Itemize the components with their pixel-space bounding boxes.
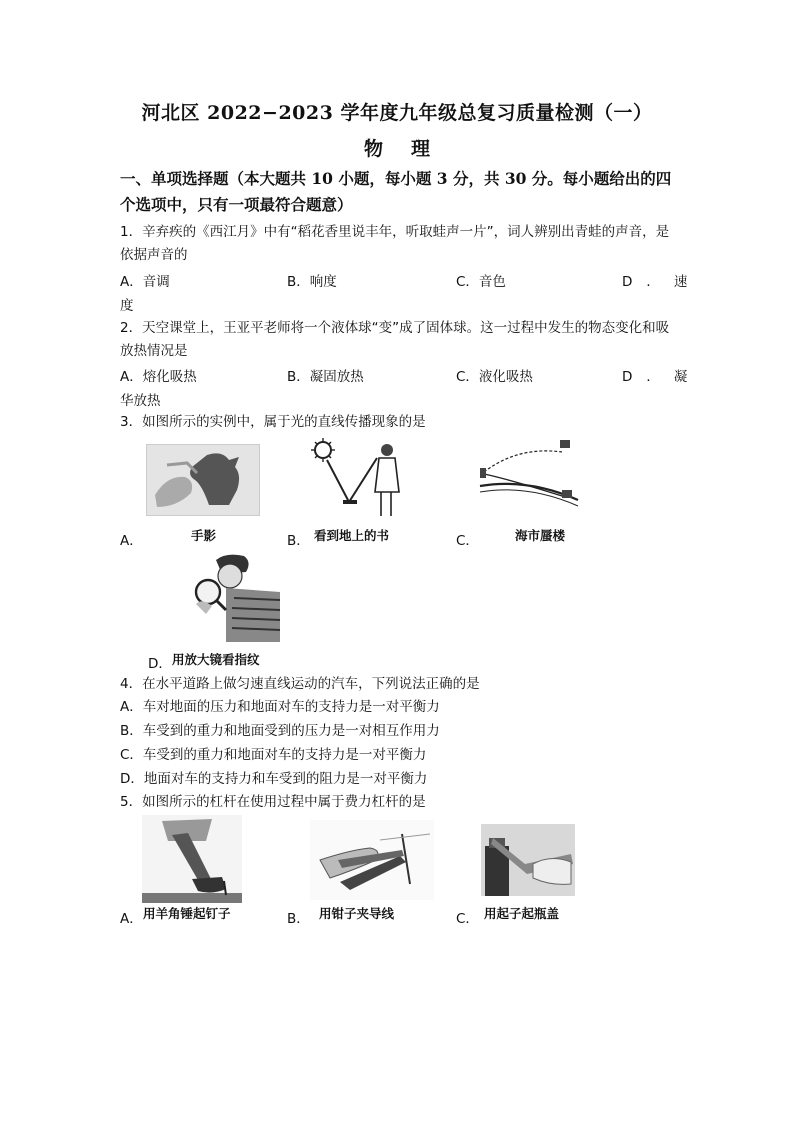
q3-caption-c: 海市蜃楼 — [515, 528, 566, 543]
mirage-diagram — [478, 434, 582, 512]
q2-option-b: B．凝固放热 — [287, 369, 364, 385]
q3-caption-a: 手影 — [191, 528, 217, 543]
q5-option-c: C． — [456, 911, 479, 927]
q5-caption-c: 用起子起瓶盖 — [484, 906, 560, 921]
subject-title: 物理 — [363, 138, 458, 160]
q3-caption-d: 用放大镜看指纹 — [172, 652, 260, 667]
q4-option-a: A．车对地面的压力和地面对车的支持力是一对平衡力 — [120, 699, 440, 715]
q5-option-a: A． — [120, 911, 143, 927]
pliers-image — [310, 820, 434, 900]
hand-shadow-image — [146, 444, 260, 516]
q2-option-a: A．熔化吸热 — [120, 369, 197, 385]
reflection-diagram — [305, 436, 415, 524]
question-1-stem: 1．辛弃疾的《西江月》中有“稻花香里说丰年，听取蛙声一片”，词人辨别出青蛙的声音，是依据声音的 — [120, 224, 670, 263]
claw-hammer-image — [142, 815, 242, 903]
q3-option-d: D． — [148, 656, 172, 672]
q3-option-a: A． — [120, 533, 143, 549]
q4-option-d: D．地面对车的支持力和车受到的阻力是一对平衡力 — [120, 771, 428, 787]
q1-option-d: D．速 — [622, 274, 702, 290]
question-3-stem: 3．如图所示的实例中，属于光的直线传播现象的是 — [120, 414, 426, 430]
q2-option-c: C．液化吸热 — [456, 369, 533, 385]
question-2-stem: 2．天空课堂上，王亚平老师将一个液体球“变”成了固体球。这一过程中发生的物态变化和吸放热情况是 — [120, 320, 670, 359]
q3-caption-b: 看到地上的书 — [314, 528, 390, 543]
q1-option-c: C．音色 — [456, 274, 506, 290]
q1-option-b: B．响度 — [287, 274, 337, 290]
q5-caption-a: 用羊角锤起钉子 — [143, 906, 231, 921]
q5-caption-b: 用钳子夹导线 — [319, 906, 395, 921]
question-5-stem: 5．如图所示的杠杆在使用过程中属于费力杠杆的是 — [120, 794, 426, 810]
section-heading: 一、单项选择题（本大题共 10 小题，每小题 3 分，共 30 分。每小题给出的四个选项中，只有一项最符合题意） — [120, 169, 672, 214]
exam-title: 河北区 2022−2023 学年度九年级总复习质量检测（一） — [141, 102, 653, 124]
q1-option-a: A．音调 — [120, 274, 170, 290]
q2-option-d: D．凝 — [622, 369, 702, 385]
q4-option-c: C．车受到的重力和地面对车的支持力是一对平衡力 — [120, 747, 427, 763]
magnifier-image — [186, 552, 282, 642]
q4-option-b: B．车受到的重力和地面受到的压力是一对相互作用力 — [120, 723, 440, 739]
q5-option-b: B． — [287, 911, 310, 927]
q1-option-d-cont: 度 — [120, 298, 134, 314]
q3-option-c: C． — [456, 533, 479, 549]
q3-option-b: B． — [287, 533, 310, 549]
q2-option-d-cont: 华放热 — [120, 393, 161, 409]
bottle-opener-image — [481, 824, 575, 896]
question-4-stem: 4．在水平道路上做匀速直线运动的汽车，下列说法正确的是 — [120, 676, 480, 692]
